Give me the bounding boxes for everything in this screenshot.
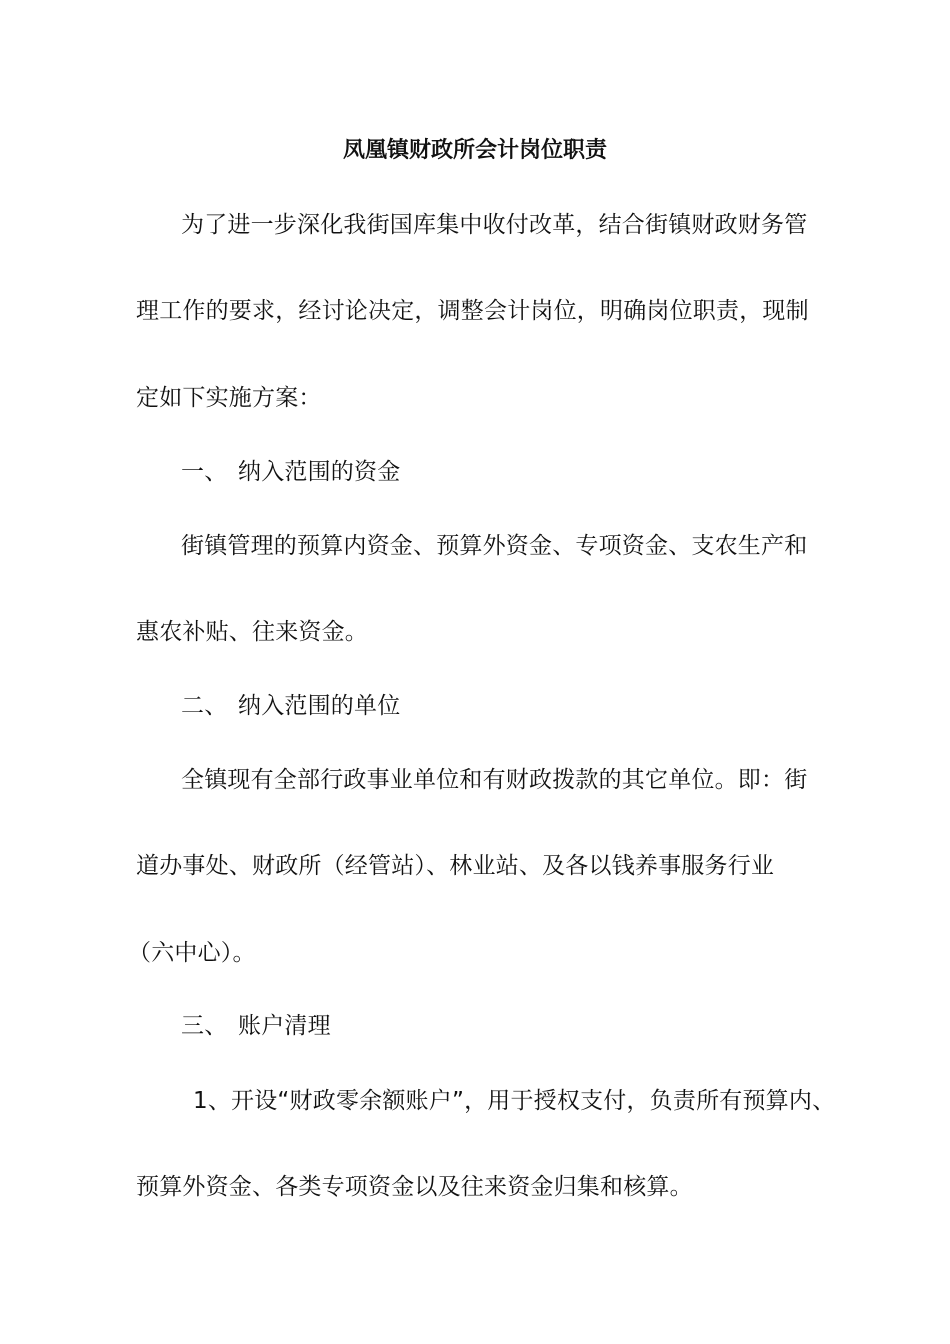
intro-line-1: 为了进一步深化我街国库集中收付改革，结合街镇财政财务管 xyxy=(181,212,808,238)
document-title: 凤凰镇财政所会计岗位职责 xyxy=(342,138,607,163)
intro-line-3: 定如下实施方案： xyxy=(136,385,322,411)
section-3-body-line-2: 预算外资金、各类专项资金以及往来资金归集和核算。 xyxy=(136,1174,693,1200)
section-1-number: 一、 xyxy=(181,459,228,485)
intro-line-2: 理工作的要求，经讨论决定，调整会计岗位，明确岗位职责，现制 xyxy=(136,298,809,324)
section-3-heading: 账户清理 xyxy=(238,1013,331,1039)
section-2-body-line-3: （六中心）。 xyxy=(128,940,256,966)
section-2-body-line-2: 道办事处、财政所（经管站）、林业站、及各以钱养事服务行业 xyxy=(136,853,775,879)
section-2-number: 二、 xyxy=(181,693,228,719)
section-1-body-line-2: 惠农补贴、往来资金。 xyxy=(136,619,368,645)
section-1-body-line-1: 街镇管理的预算内资金、预算外资金、专项资金、支农生产和 xyxy=(181,533,808,559)
section-3-number: 三、 xyxy=(181,1013,228,1039)
section-2-body-line-1: 全镇现有全部行政事业单位和有财政拨款的其它单位。即：街 xyxy=(181,767,808,793)
section-2-heading: 纳入范围的单位 xyxy=(238,693,401,719)
section-1-heading: 纳入范围的资金 xyxy=(238,459,401,485)
section-3-body-line-1: 1、开设“财政零余额账户”，用于授权支付，负责所有预算内、 xyxy=(193,1088,836,1114)
